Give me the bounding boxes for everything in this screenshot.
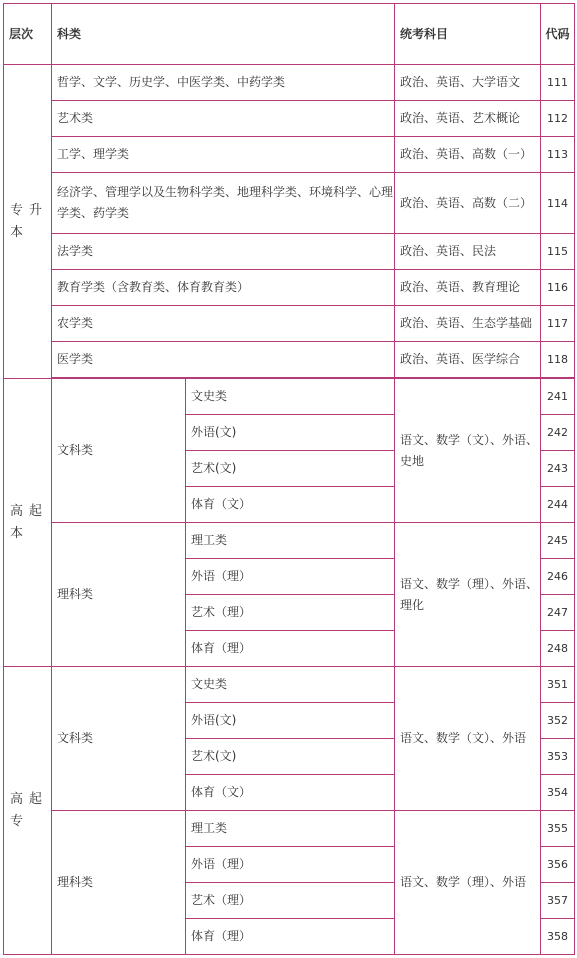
subjects-cell: 政治、英语、大学语文	[395, 65, 541, 101]
group-subjects-cell: 语文、数学（文）、外语	[395, 667, 541, 811]
group-subjects-cell: 语文、数学（文）、外语、史地	[395, 379, 541, 523]
header-category: 科类	[52, 4, 395, 65]
sub-category-cell: 艺术（理）	[186, 595, 395, 631]
category-cell: 法学类	[52, 234, 395, 270]
code-cell: 353	[541, 739, 575, 775]
header-row	[4, 4, 575, 65]
sub-category-cell: 体育（理）	[186, 631, 395, 667]
subjects-cell: 政治、英语、艺术概论	[395, 101, 541, 137]
code-cell: 248	[541, 631, 575, 667]
table-row	[4, 234, 575, 270]
category-cell: 医学类	[52, 342, 395, 378]
table-row	[4, 379, 575, 415]
code-cell: 111	[541, 65, 575, 101]
group-category-cell: 理科类	[52, 523, 186, 667]
code-cell: 356	[541, 847, 575, 883]
subjects-cell: 政治、英语、教育理论	[395, 270, 541, 306]
code-cell: 118	[541, 342, 575, 378]
code-cell: 114	[541, 173, 575, 234]
table-row	[4, 101, 575, 137]
sub-category-cell: 艺术（理）	[186, 883, 395, 919]
group-category-cell: 理科类	[52, 811, 186, 955]
code-cell: 352	[541, 703, 575, 739]
code-cell: 355	[541, 811, 575, 847]
category-cell: 艺术类	[52, 101, 395, 137]
level-cell-gqb: 高起本	[4, 379, 52, 667]
code-cell: 246	[541, 559, 575, 595]
header-code: 代码	[541, 4, 575, 65]
code-cell: 115	[541, 234, 575, 270]
subjects-cell: 政治、英语、高数（一）	[395, 137, 541, 173]
code-cell: 357	[541, 883, 575, 919]
code-cell: 112	[541, 101, 575, 137]
sub-category-cell: 理工类	[186, 523, 395, 559]
table-row	[4, 137, 575, 173]
header-level: 层次	[4, 4, 52, 65]
group-category-cell: 文科类	[52, 379, 186, 523]
table-row	[4, 306, 575, 342]
exam-subject-table	[3, 3, 575, 955]
table-row	[4, 342, 575, 378]
level-cell-zsb: 专升本	[4, 65, 52, 379]
sub-category-cell: 艺术(文)	[186, 451, 395, 487]
table-row	[4, 523, 575, 559]
category-cell: 经济学、管理学以及生物科学类、地理科学类、环境科学、心理学类、药学类	[52, 173, 395, 234]
subjects-cell: 政治、英语、民法	[395, 234, 541, 270]
code-cell: 116	[541, 270, 575, 306]
code-cell: 351	[541, 667, 575, 703]
level-cell-gqz: 高起专	[4, 667, 52, 955]
subjects-cell: 政治、英语、高数（二）	[395, 173, 541, 234]
sub-category-cell: 外语(文)	[186, 415, 395, 451]
sub-category-cell: 体育（理）	[186, 919, 395, 955]
code-cell: 242	[541, 415, 575, 451]
sub-category-cell: 艺术(文)	[186, 739, 395, 775]
sub-category-cell: 体育（文）	[186, 487, 395, 523]
group-subjects-cell: 语文、数学（理）、外语、理化	[395, 523, 541, 667]
table-row	[4, 65, 575, 101]
table-row	[4, 173, 575, 234]
code-cell: 241	[541, 379, 575, 415]
sub-category-cell: 外语（理）	[186, 847, 395, 883]
sub-category-cell: 体育（文）	[186, 775, 395, 811]
table-row	[4, 667, 575, 703]
code-cell: 113	[541, 137, 575, 173]
sub-category-cell: 理工类	[186, 811, 395, 847]
code-cell: 244	[541, 487, 575, 523]
category-cell: 工学、理学类	[52, 137, 395, 173]
code-cell: 117	[541, 306, 575, 342]
subjects-cell: 政治、英语、医学综合	[395, 342, 541, 378]
category-cell: 教育学类（含教育类、体育教育类）	[52, 270, 395, 306]
code-cell: 247	[541, 595, 575, 631]
table-row	[4, 811, 575, 847]
code-cell: 358	[541, 919, 575, 955]
code-cell: 243	[541, 451, 575, 487]
subjects-cell: 政治、英语、生态学基础	[395, 306, 541, 342]
code-cell: 245	[541, 523, 575, 559]
sub-category-cell: 外语（理）	[186, 559, 395, 595]
sub-category-cell: 文史类	[186, 667, 395, 703]
header-subjects: 统考科目	[395, 4, 541, 65]
group-subjects-cell: 语文、数学（理）、外语	[395, 811, 541, 955]
code-cell: 354	[541, 775, 575, 811]
sub-category-cell: 外语(文)	[186, 703, 395, 739]
table-row	[4, 270, 575, 306]
category-cell: 农学类	[52, 306, 395, 342]
sub-category-cell: 文史类	[186, 379, 395, 415]
group-category-cell: 文科类	[52, 667, 186, 811]
category-cell: 哲学、文学、历史学、中医学类、中药学类	[52, 65, 395, 101]
